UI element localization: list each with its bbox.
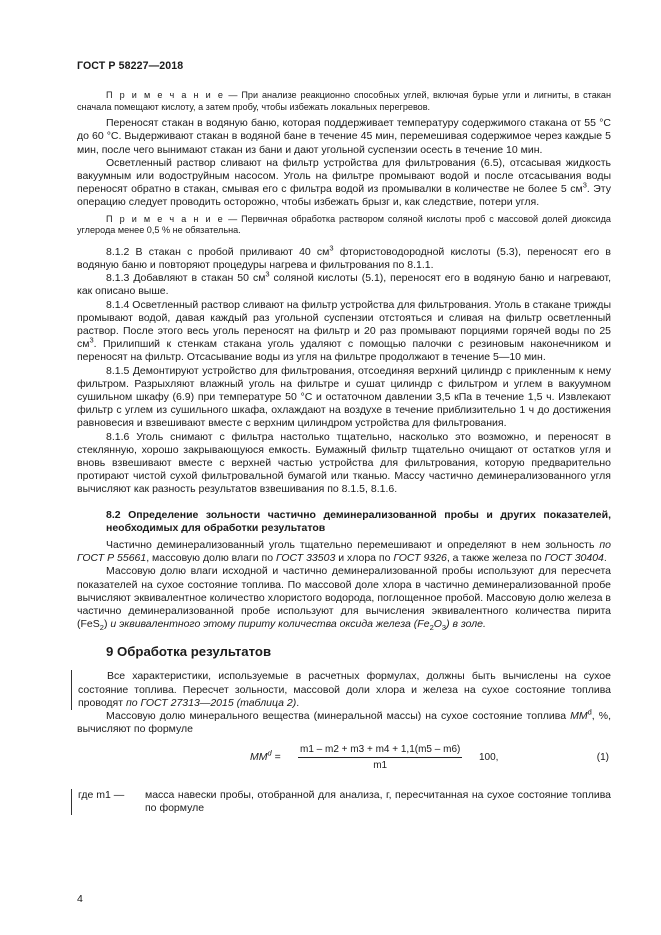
standard-reference: ГОСТ 9326 — [393, 552, 447, 565]
text-run: 8.1.4 Осветленный раствор сливают на фильтр устройства для фильтрования. Уголь в стакане трижды промывают водой, давая каждый раз угольной суспензии отстояться и сливая на фильтр осветленный раствор. После этого весь уголь переносят на фильтр и 20 раз промывают порциями горячей воды по 25 см — [77, 298, 611, 351]
page-content — [77, 90, 611, 815]
text-run: 8.1.3 Добавляют в стакан 50 см — [106, 272, 266, 285]
revision-bar-block — [71, 670, 611, 710]
text-run: Массовую долю влаги исходной и частично деминерализованной пробы используют для пересчета показателей на сухое состояние топлива. По массовой доле хлора в частично деминерализованной пробе вычисляют эквивалентное количество хлористого водорода, поглощенное пробой. Массовую долю железа в частично деминерализованной пробе используют для вычисления эквивалентного количества пирита (FeS — [77, 565, 611, 631]
text-run: ) — [103, 618, 111, 631]
superscript: d — [267, 748, 272, 757]
formula-lhs — [250, 748, 281, 764]
standard-reference: ГОСТ 33503 — [275, 552, 336, 565]
standard-reference: по ГОСТ Р 55661 — [77, 539, 611, 565]
superscript: d — [587, 707, 592, 717]
subscript: 2 — [429, 623, 434, 633]
subscript: 3 — [441, 623, 447, 633]
text-run: , а также железа по — [446, 552, 545, 565]
text-run: Осветленный раствор сливают на фильтр устройства для фильтрования (6.5), отсасывая жидкость вакуумным или водоструйным насосом. Уголь на фильтре промывают водой и после отсасывания воды переносят обратно в стакан, смывая его с фильтра водой из промывалки в количестве не более 5 см — [77, 156, 611, 196]
note-label: П р и м е ч а н и е — [106, 213, 225, 224]
text-run: Частично деминерализованный уголь тщательно перемешивают и определяют в нем зольность — [106, 539, 600, 552]
note-text: — При анализе реакционно способных углей, включая бурые угли и лигниты, в стакан сначала помещают кислоту, а затем пробу, чтобы избежать локальных перегревов. — [77, 90, 612, 112]
clause-8-1-5: 8.1.5 Демонтируют устройство для фильтрования, отсоединяя верхний цилиндр с прикленным к нему фильтром. Разрыхляют влажный уголь на фильтре и сушат цилиндр с фильтром и углем в вакуумном сушильном шкафу (6.9) при температуре 50 °С и остаточном давлении 3,5 кПа в течение 1,5 ч. Извлекают фильтр с углем из сушильного шкафа, охлаждают на воздухе в течение приблизительно 1 ч до достижения равновесия и взвешивают вместе с верхним цилиндром устройства для фильтрования. — [77, 364, 611, 430]
text-run: соляной кислоты (5.1), переносят его в водяную баню и нагревают, как описано выше. — [77, 272, 611, 298]
text-run: Массовую долю минерального вещества (минеральной массы) на сухое состояние топлива — [106, 710, 571, 723]
clause-8-1-6: 8.1.6 Уголь снимают с фильтра настолько тщательно, насколько это возможно, и переносят в стеклянную, хорошо закрывающуюся емкость. Бумажный фильтр тщательно очищают от остатков угля и вновь взвешивают вместе с верхней частью устройства для фильтрования, которую предварительно протирают чистой сухой фильтровальной бумагой или тканью. Массу частично деминерализованного угля вычисляют как разность результатов взвешивания по 8.1.5, 8.1.6. — [77, 430, 611, 496]
superscript: 3 — [582, 180, 587, 190]
clause-8-1-2 — [77, 243, 611, 272]
section-heading-8-2: 8.2 Определение зольности частично деминерализованной пробы и других показателей, необходимых для обработки результатов — [106, 508, 611, 534]
text-run: , массовую долю влаги по — [146, 552, 276, 565]
section-heading-9: 9 Обработка результатов — [106, 644, 272, 660]
where-text: масса навески пробы, отобранной для анализа, г, пересчитанная на сухое состояние топлива по формуле — [145, 788, 611, 814]
italic-run: ) в золе. — [446, 618, 486, 631]
formula-1 — [77, 743, 611, 777]
revision-bar-block — [71, 789, 611, 815]
formula-number: (1) — [596, 751, 609, 763]
text-run: фтористоводородной кислоты (5.3), переносят его в водяную баню и повторяют процедуры нагрева и фильтрования по 8.1.1. — [77, 245, 611, 271]
formula-multiplier: 100, — [479, 751, 499, 763]
note-paragraph — [77, 90, 611, 113]
text-run: . — [296, 696, 300, 709]
text-run: . Эту операцию следует проводить осторожно, чтобы избежать брызг и, как следствие, потери угля. — [77, 183, 611, 209]
note-paragraph — [77, 214, 611, 237]
superscript: 3 — [265, 269, 270, 279]
superscript: 3 — [329, 243, 334, 253]
where-label: где m1 — — [78, 788, 125, 801]
clause-8-1-3 — [77, 269, 611, 298]
standard-header: ГОСТ Р 58227—2018 — [77, 60, 184, 72]
note-label: П р и м е ч а н и е — [106, 90, 225, 100]
symbol: ММ — [570, 710, 588, 723]
text-run: . Прилипший к стенкам стакана уголь удаляют с помощью палочки с резиновым наконечником и переносят на фильтр. Отсасывание воды из угля на фильтре продолжают в течение 5—10 мин. — [77, 338, 611, 364]
paragraph-water-bath: Переносят стакан в водяную баню, которая поддерживает температуру содержимого стакана от 55 °С до 60 °С. Выдерживают стакан в водяной бане в течение 45 мин, перемешивая содержимое через каждые 5 мин, после чего вынимают стакан из бани и дают угольной суспензии осесть в течение 10 мин. — [77, 117, 611, 156]
paragraph-ash-content — [77, 539, 611, 565]
standard-reference: ГОСТ 30404 — [544, 552, 604, 565]
paragraph-filtration — [77, 157, 611, 210]
text-run: . — [603, 552, 607, 565]
formula-fraction — [298, 743, 462, 772]
where-clause — [78, 789, 611, 815]
text-run: , %, вычисляют по формуле — [77, 710, 612, 736]
formula-numerator: m1 – m2 + m3 + m4 + 1,1(m5 – m6) — [298, 743, 462, 758]
paragraph-dry-state — [78, 670, 611, 710]
standard-reference: по ГОСТ 27313—2015 (таблица 2) — [125, 696, 297, 709]
text-run: Все характеристики, используемые в расчетных формулах, должны быть вычислены на сухое состояние топлива. Пересчет зольности, массовой доли хлора и железа на сухое состояние топлива проводят — [78, 670, 611, 709]
italic-run: и эквивалентного этому пириту количества оксида железа (Fe — [110, 618, 430, 631]
text-run: и хлора по — [335, 552, 394, 565]
page-number: 4 — [77, 893, 83, 905]
clause-8-1-4 — [77, 299, 611, 365]
formula-symbol: ММ — [250, 750, 268, 763]
paragraph-mineral-matter — [77, 707, 612, 736]
note-text: — Первичная обработка раствором соляной кислоты проб с массовой долей диоксида углерода менее 0,5 % не обязательна. — [77, 213, 611, 236]
subscript: 2 — [99, 623, 104, 633]
equals-sign: = — [271, 750, 281, 763]
italic-run: O — [433, 618, 442, 631]
text-run: 8.1.2 В стакан с пробой приливают 40 см — [106, 245, 330, 258]
superscript: 3 — [89, 335, 94, 345]
paragraph-moisture — [77, 565, 611, 631]
formula-denominator: m1 — [373, 759, 388, 771]
